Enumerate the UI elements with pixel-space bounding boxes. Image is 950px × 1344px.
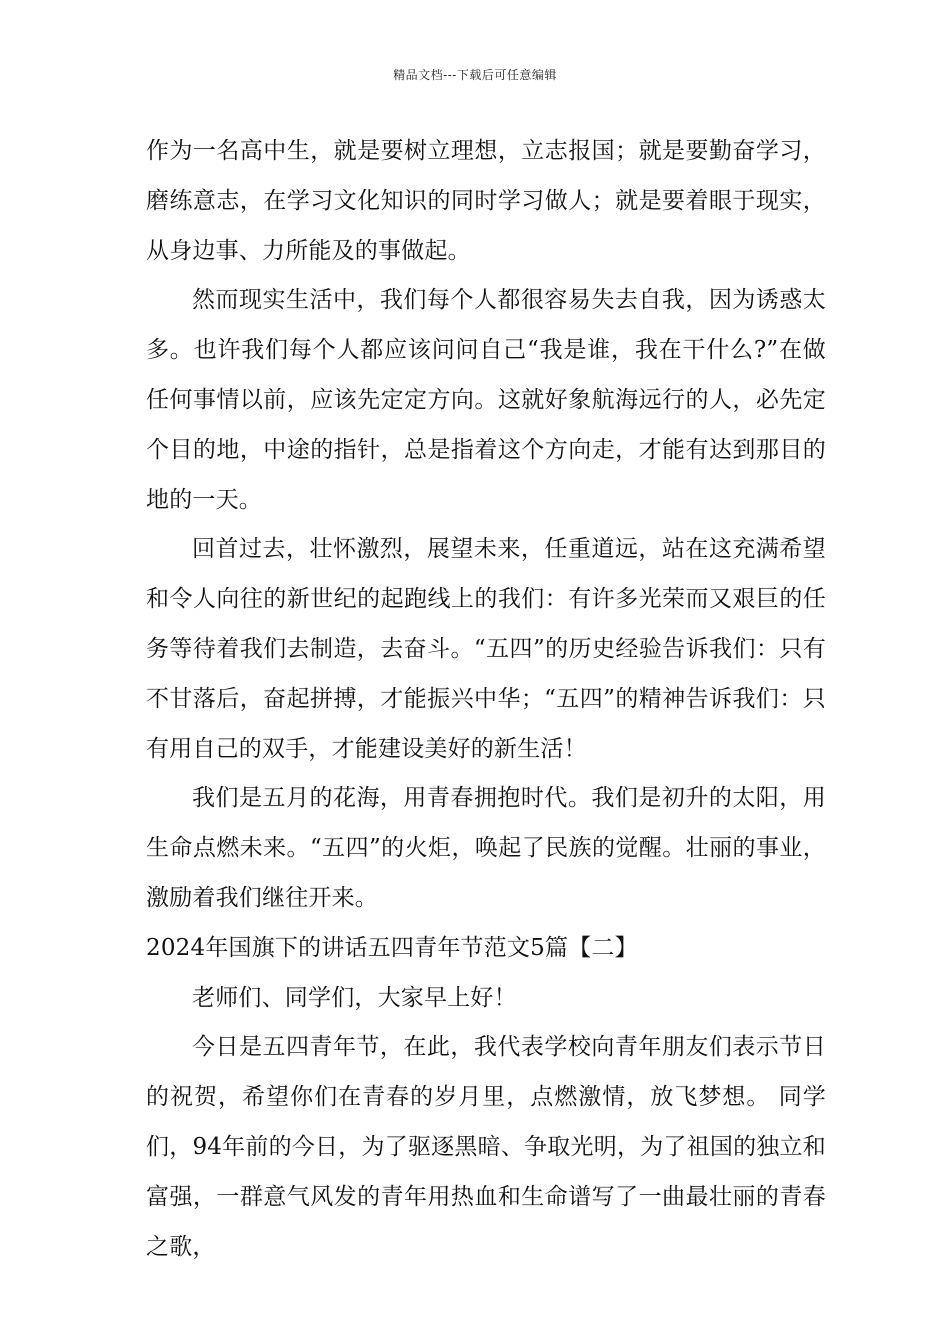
paragraph: 作为一名高中生，就是要树立理想，立志报国；就是要勤奋学习，磨练意志，在学习文化知识的同时学习做人；就是要着眼于现实，从身边事、力所能及的事做起。 (146, 138, 826, 264)
paragraph: 我们是五月的花海，用青春拥抱时代。我们是初升的太阳，用生命点燃未来。“五四”的火炬，唤起了民族的觉醒。壮丽的事业，激励着我们继往开来。 (146, 785, 826, 911)
section-heading: 2024年国旗下的讲话五四青年节范文5篇【二】 (146, 934, 638, 961)
paragraph: 今日是五四青年节，在此，我代表学校向青年朋友们表示节日的祝贺，希望你们在青春的岁月里，点燃激情，放飞梦想。 同学们，94年前的今日，为了驱逐黑暗、争取光明，为了祖国的独立和富强，一群意气风发的青年用热血和生命谱写了一曲最壮丽的青春之歌， (146, 1034, 826, 1260)
page-header: 精品文档---下载后可任意编辑 (393, 68, 557, 82)
paragraph: 回首过去，壮怀激烈，展望未来，任重道远，站在这充满希望和令人向往的新世纪的起跑线上的我们：有许多光荣而又艰巨的任务等待着我们去制造，去奋斗。“五四”的历史经验告诉我们：只有不甘落后，奋起拼搏，才能振兴中华；“五四”的精神告诉我们：只有用自己的双手，才能建设美好的新生活！ (146, 536, 826, 762)
greeting-paragraph: 老师们、同学们，大家早上好！ (192, 984, 517, 1011)
document-body (146, 127, 826, 1272)
paragraph: 然而现实生活中，我们每个人都很容易失去自我，因为诱惑太多。也许我们每个人都应该问问自己“我是谁，我在干什么?”在做任何事情以前，应该先定定方向。这就好象航海远行的人，必先定个目的地，中途的指针，总是指着这个方向走，才能有达到那目的地的一天。 (146, 287, 826, 513)
